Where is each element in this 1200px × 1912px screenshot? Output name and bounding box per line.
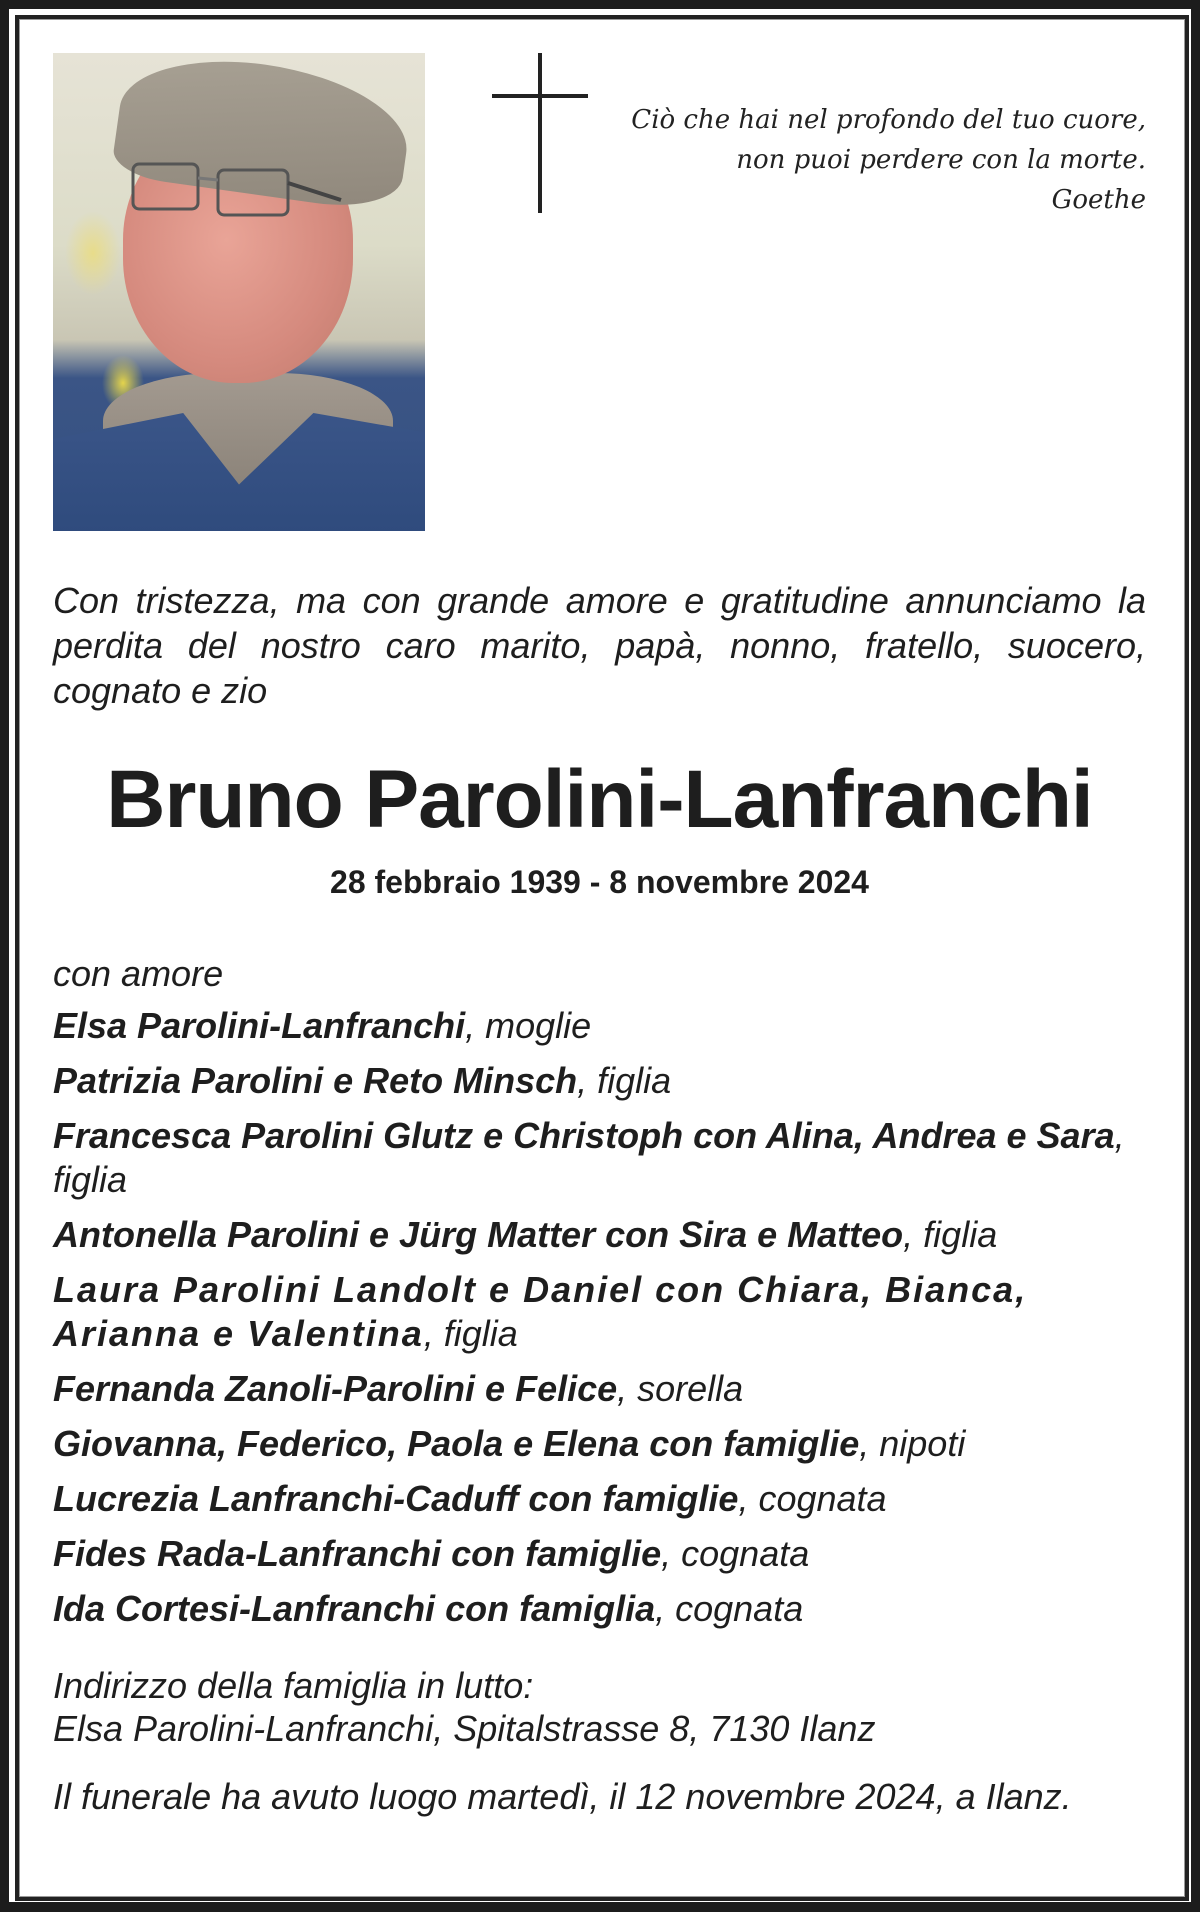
funeral-notice: Il funerale ha avuto luogo martedì, il 12 novembre 2024, a Ilanz. bbox=[53, 1776, 1072, 1817]
quote-author: Goethe bbox=[1051, 185, 1146, 215]
address-label: Indirizzo della famiglia in lutto: bbox=[53, 1665, 534, 1706]
mourner-relation: , figlia bbox=[903, 1214, 998, 1255]
mourner-relation: , moglie bbox=[465, 1005, 592, 1046]
mourner-names: Francesca Parolini Glutz e Christoph con Alina, Andrea e Sara bbox=[53, 1115, 1115, 1156]
mourner-relation: , cognata bbox=[661, 1533, 810, 1574]
mourner-entry bbox=[53, 1477, 1146, 1521]
mourner-names: Fernanda Zanoli-Parolini e Felice bbox=[53, 1368, 618, 1409]
mourner-entry bbox=[53, 1059, 1146, 1103]
mourner-names: Fides Rada-Lanfranchi con famiglie bbox=[53, 1533, 662, 1574]
glasses-shape bbox=[113, 158, 343, 218]
mourner-entry bbox=[53, 1367, 1146, 1411]
mourner-names: Laura Parolini Landolt e Daniel con Chiara, Bianca, Arianna e Valentina bbox=[53, 1269, 1028, 1354]
mourner-names: Antonella Parolini e Jürg Matter con Sira e Matteo bbox=[53, 1214, 904, 1255]
mourner-entry bbox=[53, 1532, 1146, 1576]
mourner-relation: , cognata bbox=[738, 1478, 887, 1519]
mourner-names: Patrizia Parolini e Reto Minsch bbox=[53, 1060, 578, 1101]
mourner-names: Lucrezia Lanfranchi-Caduff con famiglie bbox=[53, 1478, 739, 1519]
quote-line: Ciò che hai nel profondo del tuo cuore, bbox=[631, 105, 1146, 135]
life-dates: 28 febbraio 1939 - 8 novembre 2024 bbox=[330, 864, 869, 900]
mourner-entry bbox=[53, 1587, 1146, 1631]
announcement-intro: Con tristezza, ma con grande amore e gratitudine annunciamo la perdita del nostro caro marito, papà, nonno, fratello, suocero, cognato e zio bbox=[53, 580, 1146, 711]
cross-icon bbox=[492, 53, 588, 213]
mourners-lead: con amore bbox=[53, 953, 224, 994]
mourner-names: Elsa Parolini-Lanfranchi bbox=[53, 1005, 466, 1046]
mourner-relation: , figlia bbox=[53, 1115, 1125, 1200]
mourner-names: Ida Cortesi-Lanfranchi con famiglia bbox=[53, 1588, 656, 1629]
mourner-names: Giovanna, Federico, Paola e Elena con famiglie bbox=[53, 1423, 860, 1464]
mourner-relation: , sorella bbox=[617, 1368, 744, 1409]
mourners-list bbox=[53, 950, 1146, 1642]
address-value: Elsa Parolini-Lanfranchi, Spitalstrasse 8, 7130 Ilanz bbox=[53, 1708, 876, 1749]
mourner-entry bbox=[53, 1213, 1146, 1257]
quote bbox=[631, 100, 1146, 220]
mourner-relation: , figlia bbox=[423, 1313, 518, 1354]
mourner-entry bbox=[53, 1268, 1146, 1356]
mourner-entry bbox=[53, 1004, 1146, 1048]
family-address bbox=[53, 1664, 875, 1750]
mourner-relation: , nipoti bbox=[859, 1423, 966, 1464]
mourner-entry bbox=[53, 1422, 1146, 1466]
mourner-relation: , cognata bbox=[655, 1588, 804, 1629]
deceased-name: Bruno Parolini-Lanfranchi bbox=[106, 754, 1093, 845]
portrait-photo bbox=[53, 53, 425, 531]
quote-line: non puoi perdere con la morte. bbox=[736, 145, 1146, 175]
mourner-relation: , figlia bbox=[577, 1060, 672, 1101]
mourner-entry bbox=[53, 1114, 1146, 1202]
